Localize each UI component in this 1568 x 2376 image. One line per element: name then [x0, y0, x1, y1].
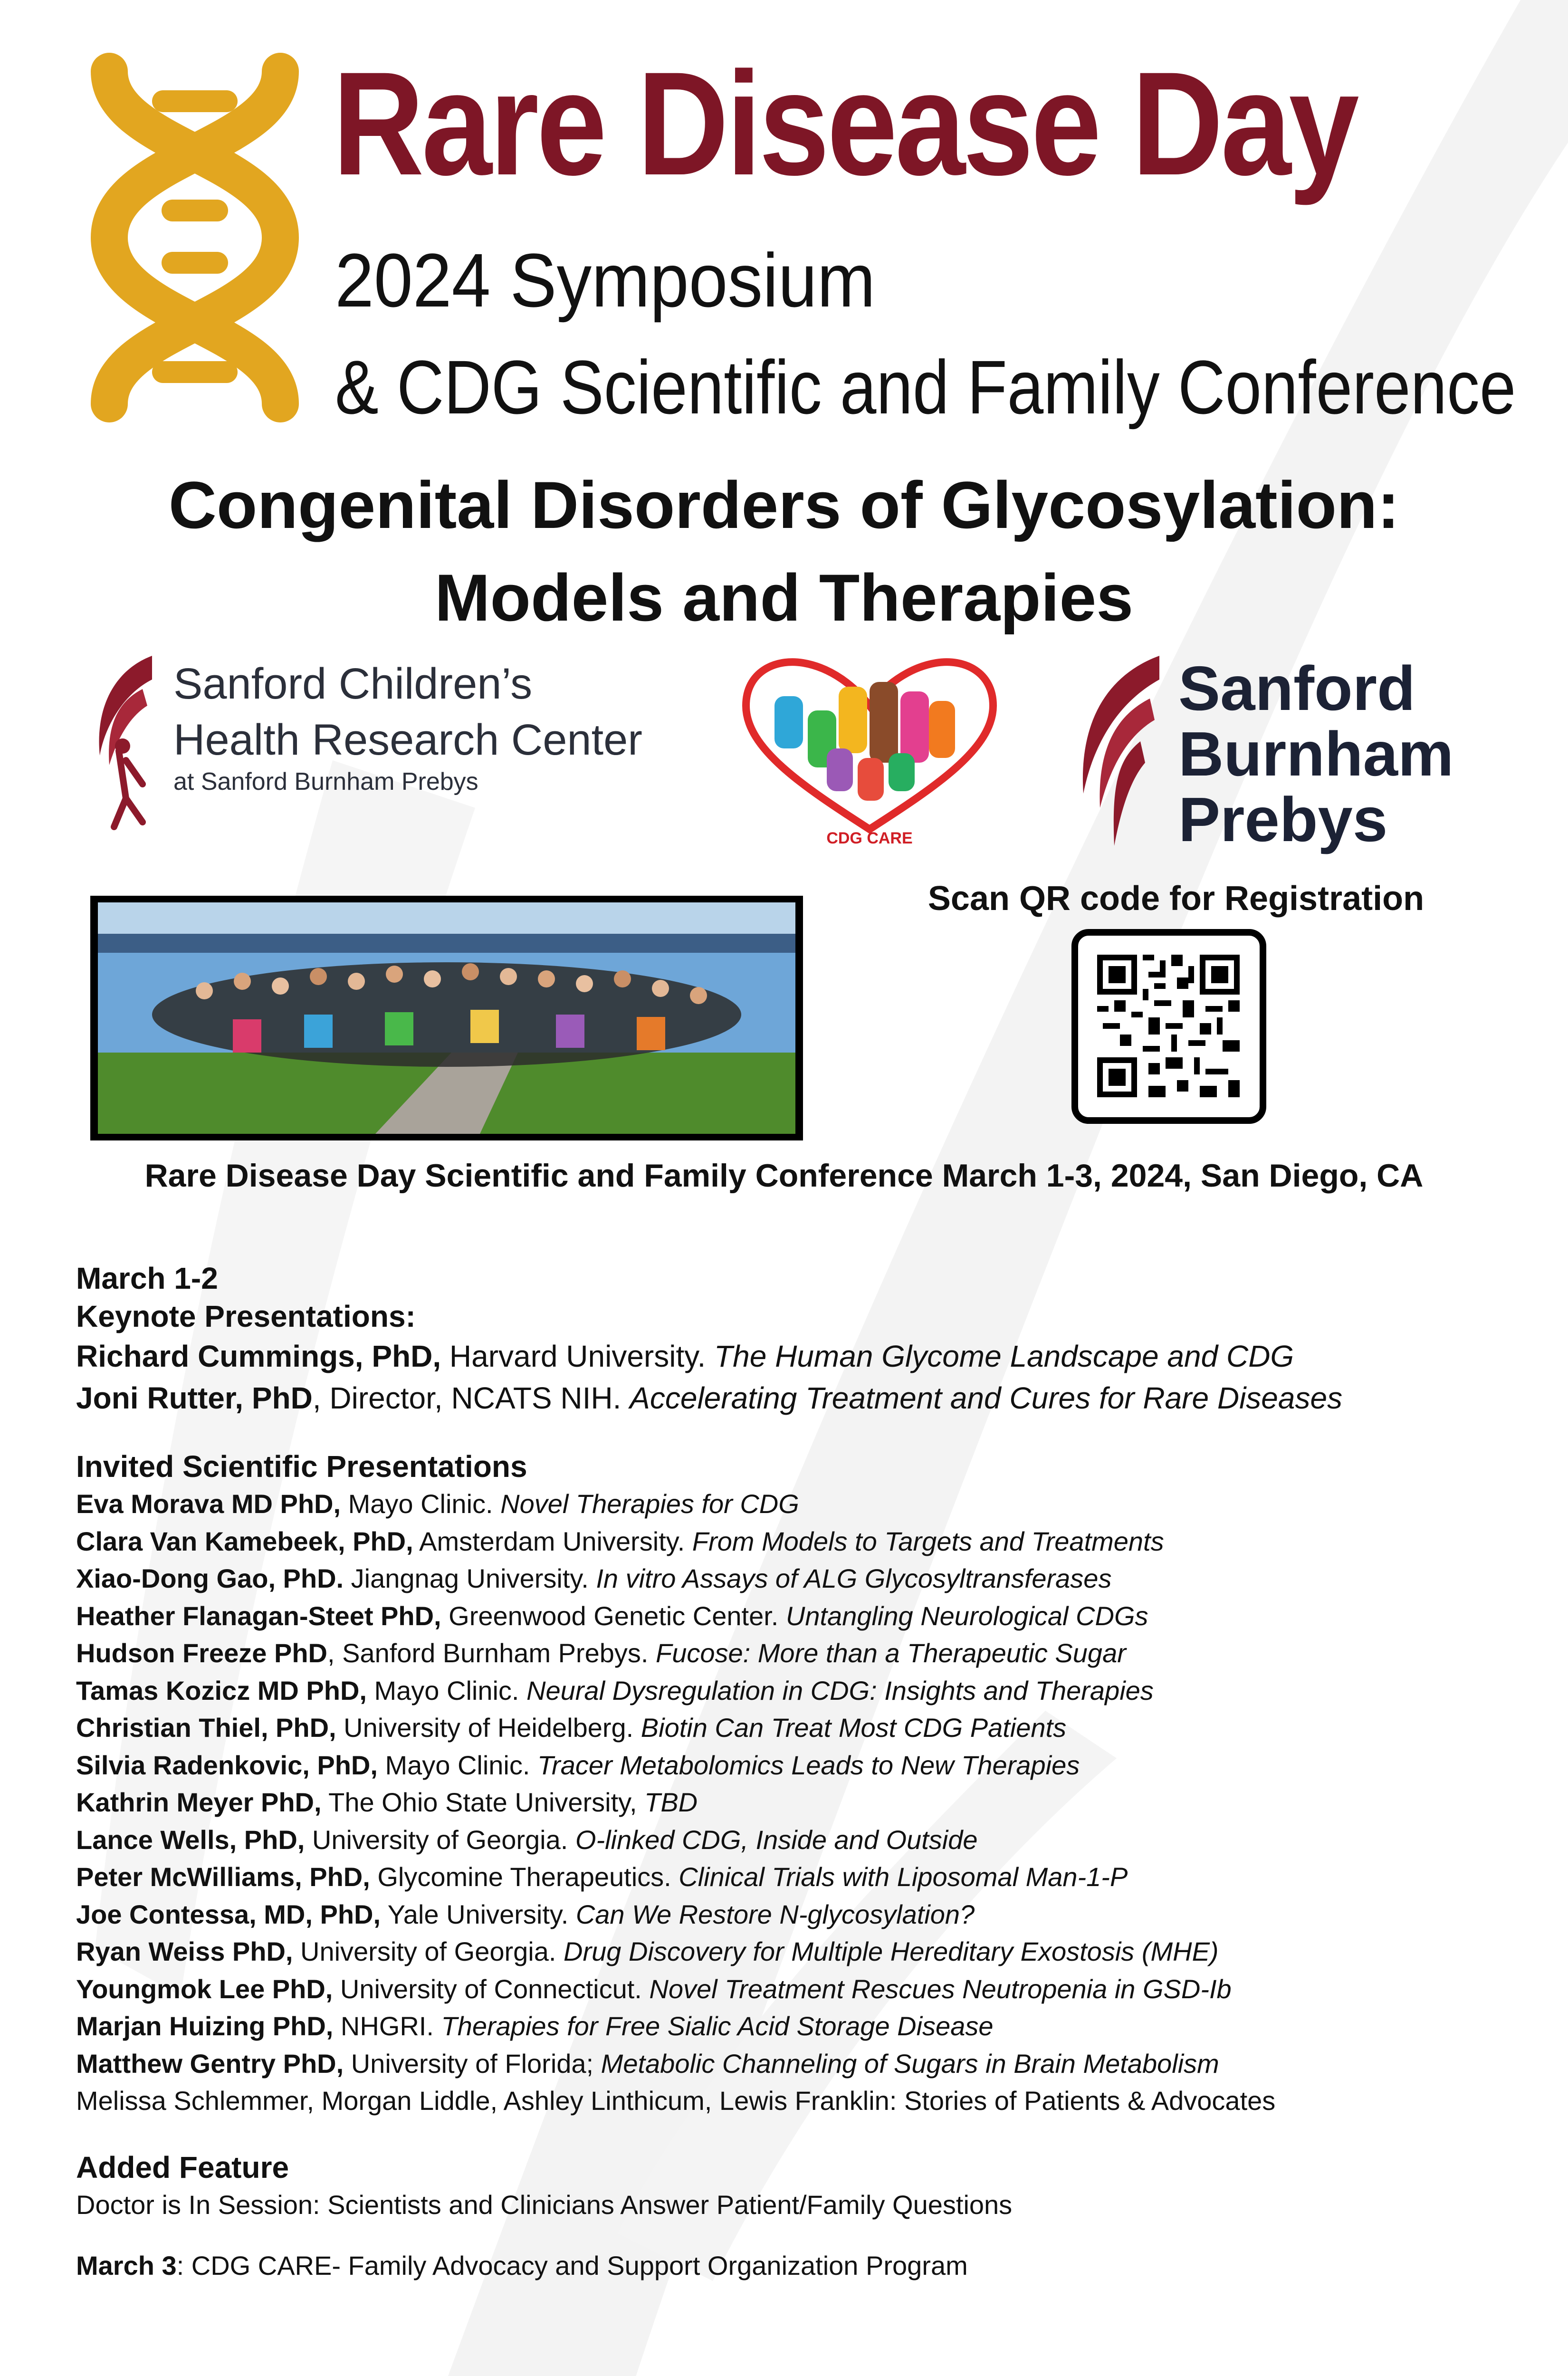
speaker-name: Matthew Gentry PhD, — [76, 2048, 344, 2079]
speaker-affiliation: University of Georgia. — [293, 1936, 564, 1966]
speaker-name: Silvia Radenkovic, PhD, — [76, 1750, 378, 1780]
speaker-name: Joe Contessa, MD, PhD, — [76, 1899, 381, 1929]
talk-title: Clinical Trials with Liposomal Man-1-P — [679, 1862, 1128, 1892]
talk-title: Neural Dysregulation in CDG: Insights and Therapies — [526, 1675, 1154, 1705]
sbp-line1: Sanford — [1178, 653, 1415, 723]
speaker-affiliation: Glycomine Therapeutics. — [370, 1862, 679, 1892]
added-feature-heading: Added Feature — [76, 2150, 289, 2184]
talk-title: Untangling Neurological CDGs — [785, 1600, 1148, 1631]
qr-code-icon — [1097, 955, 1240, 1097]
conference-dates: Rare Disease Day Scientific and Family Conference March 1-3, 2024, San Diego, CA — [144, 1158, 1424, 1194]
speaker-name: Kathrin Meyer PhD, — [76, 1787, 322, 1817]
talk-title: Accelerating Treatment and Cures for Rare Diseases — [630, 1381, 1343, 1415]
sch-affiliation: at Sanford Burnham Prebys — [173, 768, 478, 795]
speaker-affiliation: Amsterdam University. — [413, 1526, 692, 1556]
headline-line1: Congenital Disorders of Glycosylation: — [168, 468, 1400, 542]
talk-title: Tracer Metabolomics Leads to New Therapies — [537, 1750, 1080, 1780]
speaker-row — [76, 1933, 1549, 1971]
heart-hands-icon — [736, 653, 1003, 834]
sanford-swoosh-icon — [81, 651, 171, 841]
speaker-row — [76, 1859, 1549, 1896]
speaker-row — [76, 1560, 1549, 1598]
event-subtitle-year: 2024 Symposium — [335, 238, 876, 323]
speaker-row — [76, 2045, 1549, 2083]
cdg-care-label: CDG CARE — [826, 829, 913, 847]
keynote-heading: Keynote Presentations: — [76, 1299, 416, 1333]
headline-line2: Models and Therapies — [434, 560, 1134, 635]
talk-title: Drug Discovery for Multiple Hereditary Exostosis (MHE) — [564, 1936, 1219, 1966]
keynote-list — [76, 1335, 1549, 1419]
speaker-row — [76, 1635, 1549, 1672]
invited-heading: Invited Scientific Presentations — [76, 1449, 527, 1484]
speaker-row — [76, 2008, 1549, 2045]
day3-line — [76, 2247, 1549, 2285]
speaker-affiliation: Mayo Clinic. — [366, 1675, 527, 1705]
speaker-affiliation: , Director, NCATS NIH. — [312, 1381, 630, 1415]
speaker-affiliation: University of Georgia. — [305, 1824, 575, 1855]
speaker-affiliation: Harvard University. — [441, 1339, 715, 1373]
speaker-row — [76, 1485, 1549, 1523]
speaker-name: Heather Flanagan-Steet PhD, — [76, 1600, 441, 1631]
speaker-row — [76, 1784, 1549, 1821]
speaker-name: Peter McWilliams, PhD, — [76, 1862, 370, 1892]
talk-title: In vitro Assays of ALG Glycosyltransferases — [596, 1563, 1112, 1593]
day3-label: March 3 — [76, 2251, 177, 2280]
speaker-affiliation: Jiangnag University. — [344, 1563, 596, 1593]
speaker-row — [76, 1709, 1549, 1747]
talk-title: Metabolic Channeling of Sugars in Brain Metabolism — [601, 2048, 1219, 2079]
talk-title: Can We Restore N-glycosylation? — [575, 1899, 975, 1929]
speaker-affiliation: University of Heidelberg. — [336, 1713, 641, 1743]
sbp-swoosh-icon — [1064, 651, 1174, 851]
sanford-childrens-logo — [81, 651, 698, 841]
keynote-row — [76, 1335, 1549, 1377]
speaker-affiliation: , Sanford Burnham Prebys. — [327, 1638, 656, 1668]
speaker-name: Joni Rutter, PhD — [76, 1381, 313, 1415]
talk-title: Novel Treatment Rescues Neutropenia in GSD-Ib — [649, 1974, 1232, 2004]
speaker-affiliation: The Ohio State University, — [321, 1787, 645, 1817]
talk-title: Fucose: More than a Therapeutic Sugar — [655, 1638, 1126, 1668]
speaker-affiliation: Mayo Clinic. — [377, 1750, 537, 1780]
speaker-row — [76, 1821, 1549, 1859]
sanford-burnham-prebys-logo — [1064, 651, 1501, 855]
day3-text: : CDG CARE- Family Advocacy and Support Organization Program — [176, 2251, 968, 2280]
speaker-row — [76, 1523, 1549, 1561]
day1-heading: March 1-2 — [76, 1261, 218, 1295]
talk-title: From Models to Targets and Treatments — [692, 1526, 1164, 1556]
speaker-name: Christian Thiel, PhD, — [76, 1713, 336, 1743]
speaker-name: Xiao-Dong Gao, PhD. — [76, 1563, 344, 1593]
talk-title: Therapies for Free Sialic Acid Storage Disease — [441, 2011, 994, 2041]
qr-heading: Scan QR code for Registration — [927, 880, 1425, 918]
speaker-row — [76, 1896, 1549, 1934]
program — [76, 1259, 1549, 2285]
sch-name-line1: Sanford Children’s — [173, 660, 533, 708]
cdg-care-logo — [736, 653, 1003, 853]
sbp-line2: Burnham — [1178, 719, 1454, 789]
talk-title: TBD — [644, 1787, 698, 1817]
speaker-affiliation: Mayo Clinic. — [341, 1489, 501, 1519]
sbp-line3: Prebys — [1178, 785, 1388, 854]
speaker-name: Lance Wells, PhD, — [76, 1824, 305, 1855]
event-title: Rare Disease Day — [333, 41, 1357, 206]
speaker-row — [76, 1598, 1549, 1635]
speaker-name: Clara Van Kamebeek, PhD, — [76, 1526, 413, 1556]
event-subtitle-conference: & CDG Scientific and Family Conference — [335, 345, 1516, 430]
talk-title: Novel Therapies for CDG — [500, 1489, 799, 1519]
speaker-name: Youngmok Lee PhD, — [76, 1974, 333, 2004]
speaker-affiliation: University of Connecticut. — [333, 1974, 650, 2004]
speaker-row — [76, 1747, 1549, 1784]
speaker-name: Tamas Kozicz MD PhD, — [76, 1675, 367, 1705]
speaker-name: Ryan Weiss PhD, — [76, 1936, 293, 1966]
headline — [0, 459, 1568, 644]
sch-name-line2: Health Research Center — [173, 716, 642, 764]
added-feature-text: Doctor is In Session: Scientists and Clinicians Answer Patient/Family Questions — [76, 2189, 1013, 2220]
speaker-list — [76, 1485, 1549, 2082]
speaker-affiliation: Yale University. — [381, 1899, 576, 1929]
registration-qr-code[interactable] — [1071, 929, 1266, 1124]
speaker-name: Eva Morava MD PhD, — [76, 1489, 341, 1519]
speaker-row — [76, 1971, 1549, 2008]
talk-title: O-linked CDG, Inside and Outside — [575, 1824, 978, 1855]
speaker-affiliation: NHGRI. — [333, 2011, 441, 2041]
speaker-affiliation: Greenwood Genetic Center. — [441, 1600, 786, 1631]
dna-helix-icon — [81, 52, 309, 423]
talk-title: Biotin Can Treat Most CDG Patients — [641, 1713, 1067, 1743]
speaker-name: Marjan Huizing PhD, — [76, 2011, 334, 2041]
group-photo — [90, 896, 803, 1140]
keynote-row — [76, 1377, 1549, 1419]
speaker-row — [76, 1672, 1549, 1710]
speaker-name: Hudson Freeze PhD — [76, 1638, 327, 1668]
stories-line: Melissa Schlemmer, Morgan Liddle, Ashley Linthicum, Lewis Franklin: Stories of Patients & Advocates — [76, 2086, 1276, 2116]
speaker-affiliation: University of Florida; — [344, 2048, 601, 2079]
speaker-name: Richard Cummings, PhD, — [76, 1339, 441, 1373]
talk-title: The Human Glycome Landscape and CDG — [714, 1339, 1294, 1373]
